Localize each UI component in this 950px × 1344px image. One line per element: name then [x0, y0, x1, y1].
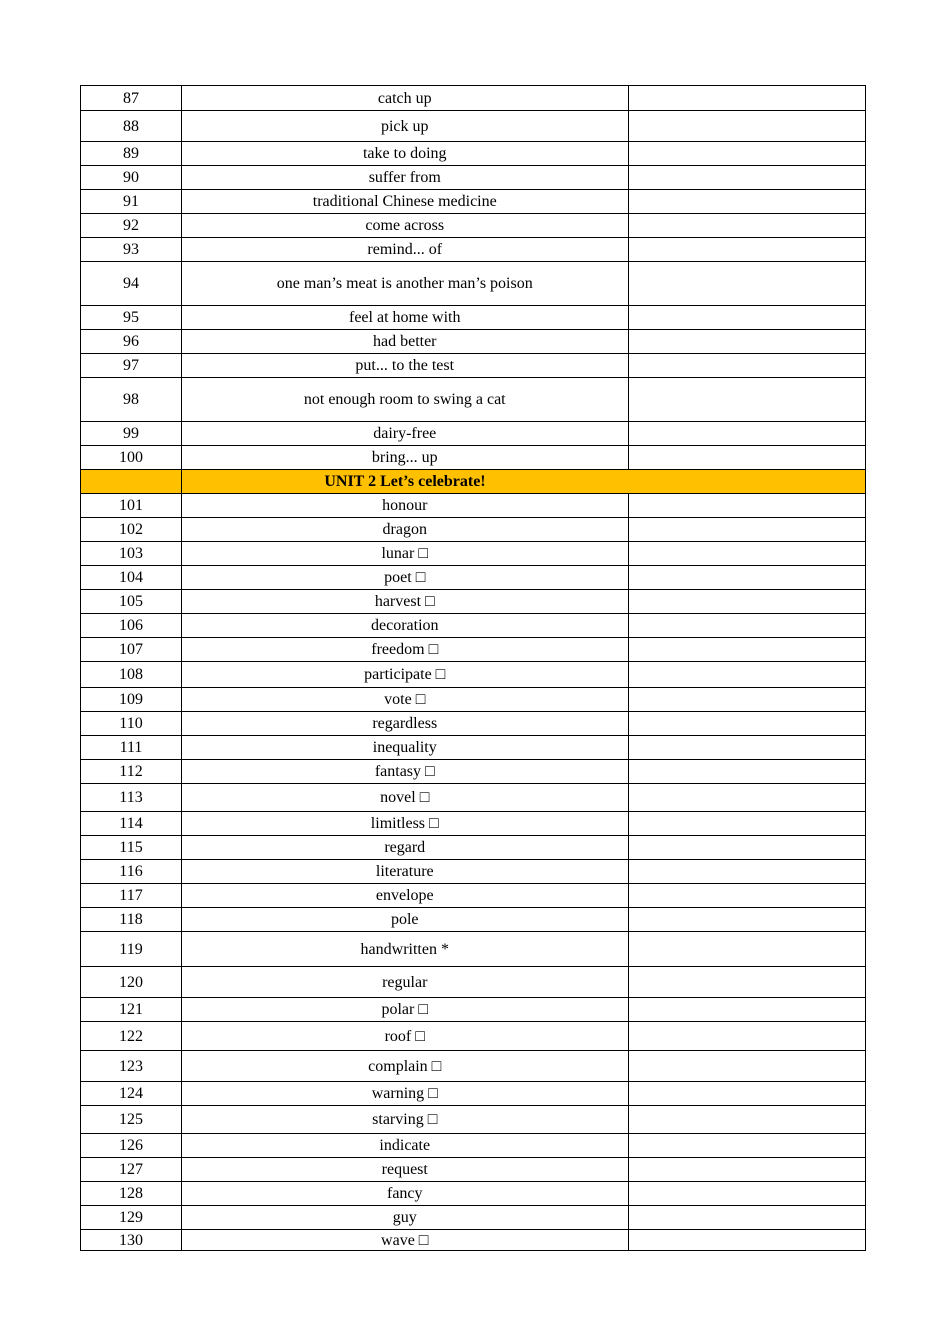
answer-cell — [628, 306, 865, 330]
table-row — [81, 836, 866, 860]
table-row — [81, 998, 866, 1022]
answer-cell — [628, 142, 865, 166]
table-row — [81, 908, 866, 932]
vocabulary-term: regular — [182, 967, 629, 998]
vocabulary-term: not enough room to swing a cat — [182, 378, 629, 422]
vocabulary-term: indicate — [182, 1134, 629, 1158]
vocabulary-term: novel □ — [182, 784, 629, 812]
unit-header-blank — [628, 470, 865, 494]
table-row — [81, 111, 866, 142]
row-number: 98 — [81, 378, 182, 422]
answer-cell — [628, 932, 865, 967]
table-row — [81, 1182, 866, 1206]
answer-cell — [628, 542, 865, 566]
vocabulary-group-unit2 — [81, 494, 866, 1251]
row-number: 114 — [81, 812, 182, 836]
vocabulary-term: vote □ — [182, 688, 629, 712]
row-number: 122 — [81, 1022, 182, 1051]
unit-header-cell — [182, 470, 629, 494]
table-row — [81, 542, 866, 566]
row-number: 96 — [81, 330, 182, 354]
vocabulary-term: lunar □ — [182, 542, 629, 566]
row-number: 111 — [81, 736, 182, 760]
row-number: 93 — [81, 238, 182, 262]
vocabulary-term: had better — [182, 330, 629, 354]
answer-cell — [628, 1134, 865, 1158]
answer-cell — [628, 330, 865, 354]
table-row — [81, 262, 866, 306]
answer-cell — [628, 494, 865, 518]
answer-cell — [628, 262, 865, 306]
table-row — [81, 494, 866, 518]
answer-cell — [628, 214, 865, 238]
row-number: 87 — [81, 86, 182, 111]
row-number: 119 — [81, 932, 182, 967]
table-row — [81, 712, 866, 736]
vocabulary-term: wave □ — [182, 1230, 629, 1251]
table-row — [81, 1230, 866, 1251]
vocabulary-term: one man’s meat is another man’s poison — [182, 262, 629, 306]
answer-cell — [628, 518, 865, 542]
vocabulary-group-unit1 — [81, 86, 866, 470]
table-row — [81, 1022, 866, 1051]
row-number: 112 — [81, 760, 182, 784]
row-number: 129 — [81, 1206, 182, 1230]
table-row — [81, 214, 866, 238]
vocabulary-term: pick up — [182, 111, 629, 142]
row-number: 102 — [81, 518, 182, 542]
table-row — [81, 590, 866, 614]
table-row — [81, 1158, 866, 1182]
row-number: 124 — [81, 1082, 182, 1106]
table-row — [81, 860, 866, 884]
table-row — [81, 190, 866, 214]
table-row — [81, 330, 866, 354]
answer-cell — [628, 238, 865, 262]
table-row — [81, 760, 866, 784]
row-number: 118 — [81, 908, 182, 932]
answer-cell — [628, 614, 865, 638]
vocabulary-term: envelope — [182, 884, 629, 908]
answer-cell — [628, 784, 865, 812]
answer-cell — [628, 860, 865, 884]
vocabulary-term: limitless □ — [182, 812, 629, 836]
table-row — [81, 662, 866, 688]
vocabulary-term: guy — [182, 1206, 629, 1230]
answer-cell — [628, 590, 865, 614]
row-number: 125 — [81, 1106, 182, 1134]
row-number: 94 — [81, 262, 182, 306]
row-number: 100 — [81, 446, 182, 470]
vocabulary-term: harvest □ — [182, 590, 629, 614]
vocabulary-term: feel at home with — [182, 306, 629, 330]
answer-cell — [628, 998, 865, 1022]
table-row — [81, 1134, 866, 1158]
answer-cell — [628, 662, 865, 688]
unit-title: UNIT 2 Let’s celebrate! — [324, 473, 486, 490]
table-row — [81, 1106, 866, 1134]
row-number: 117 — [81, 884, 182, 908]
table-row — [81, 238, 866, 262]
vocabulary-term: come across — [182, 214, 629, 238]
vocabulary-term: inequality — [182, 736, 629, 760]
table-row — [81, 1082, 866, 1106]
answer-cell — [628, 1022, 865, 1051]
table-row — [81, 812, 866, 836]
vocabulary-term: dairy-free — [182, 422, 629, 446]
row-number: 126 — [81, 1134, 182, 1158]
vocabulary-term: honour — [182, 494, 629, 518]
table-row — [81, 932, 866, 967]
vocabulary-term: freedom □ — [182, 638, 629, 662]
vocabulary-term: traditional Chinese medicine — [182, 190, 629, 214]
row-number: 106 — [81, 614, 182, 638]
vocabulary-term: decoration — [182, 614, 629, 638]
row-number: 123 — [81, 1051, 182, 1082]
row-number: 107 — [81, 638, 182, 662]
table-row — [81, 86, 866, 111]
vocabulary-term: suffer from — [182, 166, 629, 190]
row-number: 121 — [81, 998, 182, 1022]
row-number: 95 — [81, 306, 182, 330]
answer-cell — [628, 354, 865, 378]
answer-cell — [628, 86, 865, 111]
vocabulary-term: handwritten * — [182, 932, 629, 967]
vocabulary-term: regardless — [182, 712, 629, 736]
vocabulary-term: participate □ — [182, 662, 629, 688]
row-number: 99 — [81, 422, 182, 446]
row-number: 115 — [81, 836, 182, 860]
vocabulary-term: polar □ — [182, 998, 629, 1022]
row-number: 105 — [81, 590, 182, 614]
answer-cell — [628, 566, 865, 590]
answer-cell — [628, 712, 865, 736]
table-row — [81, 518, 866, 542]
answer-cell — [628, 190, 865, 214]
vocabulary-term: take to doing — [182, 142, 629, 166]
answer-cell — [628, 812, 865, 836]
answer-cell — [628, 836, 865, 860]
table-row — [81, 736, 866, 760]
vocabulary-term: request — [182, 1158, 629, 1182]
vocabulary-table — [80, 85, 866, 1251]
table-row — [81, 784, 866, 812]
table-row — [81, 884, 866, 908]
answer-cell — [628, 638, 865, 662]
vocabulary-term: starving □ — [182, 1106, 629, 1134]
answer-cell — [628, 760, 865, 784]
answer-cell — [628, 1106, 865, 1134]
vocabulary-term: put... to the test — [182, 354, 629, 378]
answer-cell — [628, 422, 865, 446]
answer-cell — [628, 908, 865, 932]
table-row — [81, 422, 866, 446]
table-row — [81, 1206, 866, 1230]
answer-cell — [628, 1182, 865, 1206]
row-number: 90 — [81, 166, 182, 190]
table-row — [81, 142, 866, 166]
answer-cell — [628, 736, 865, 760]
row-number: 110 — [81, 712, 182, 736]
row-number: 120 — [81, 967, 182, 998]
vocabulary-term: catch up — [182, 86, 629, 111]
answer-cell — [628, 884, 865, 908]
row-number: 116 — [81, 860, 182, 884]
vocabulary-term: remind... of — [182, 238, 629, 262]
table-row — [81, 166, 866, 190]
row-number: 113 — [81, 784, 182, 812]
answer-cell — [628, 1230, 865, 1251]
table-row — [81, 967, 866, 998]
answer-cell — [628, 1158, 865, 1182]
row-number: 101 — [81, 494, 182, 518]
table-row — [81, 306, 866, 330]
answer-cell — [628, 111, 865, 142]
table-row — [81, 354, 866, 378]
row-number: 109 — [81, 688, 182, 712]
unit-header-row — [81, 470, 866, 494]
row-number: 97 — [81, 354, 182, 378]
table-row — [81, 566, 866, 590]
vocabulary-term: warning □ — [182, 1082, 629, 1106]
table-row — [81, 1051, 866, 1082]
vocabulary-term: fancy — [182, 1182, 629, 1206]
answer-cell — [628, 1051, 865, 1082]
row-number: 89 — [81, 142, 182, 166]
row-number: 108 — [81, 662, 182, 688]
vocabulary-term: fantasy □ — [182, 760, 629, 784]
vocabulary-term: pole — [182, 908, 629, 932]
table-row — [81, 638, 866, 662]
row-number: 130 — [81, 1230, 182, 1251]
unit-header-number — [81, 470, 182, 494]
answer-cell — [628, 166, 865, 190]
row-number: 128 — [81, 1182, 182, 1206]
table-row — [81, 614, 866, 638]
vocabulary-term: complain □ — [182, 1051, 629, 1082]
vocabulary-term: poet □ — [182, 566, 629, 590]
answer-cell — [628, 446, 865, 470]
vocabulary-term: literature — [182, 860, 629, 884]
unit-header-group — [81, 470, 866, 494]
answer-cell — [628, 378, 865, 422]
table-row — [81, 688, 866, 712]
vocabulary-term: bring... up — [182, 446, 629, 470]
row-number: 91 — [81, 190, 182, 214]
row-number: 92 — [81, 214, 182, 238]
row-number: 88 — [81, 111, 182, 142]
row-number: 104 — [81, 566, 182, 590]
table-row — [81, 378, 866, 422]
row-number: 127 — [81, 1158, 182, 1182]
table-row — [81, 446, 866, 470]
vocabulary-term: dragon — [182, 518, 629, 542]
answer-cell — [628, 1082, 865, 1106]
answer-cell — [628, 1206, 865, 1230]
row-number: 103 — [81, 542, 182, 566]
vocabulary-term: regard — [182, 836, 629, 860]
answer-cell — [628, 688, 865, 712]
answer-cell — [628, 967, 865, 998]
vocabulary-term: roof □ — [182, 1022, 629, 1051]
